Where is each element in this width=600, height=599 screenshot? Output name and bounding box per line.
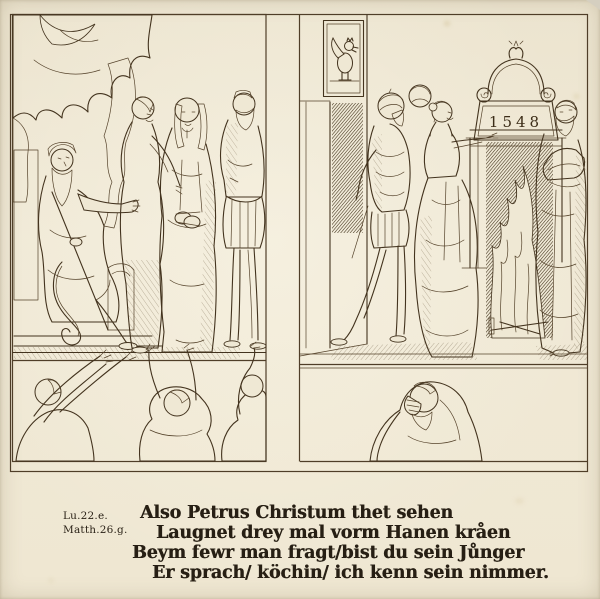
right-panel-scene — [300, 15, 587, 360]
verse-line: Er sprach/ köchin/ ich kenn sein nimmer. — [152, 563, 549, 583]
date-inscription: 1548 — [488, 113, 544, 131]
accuser-figure — [120, 97, 182, 353]
christ-figure — [160, 98, 216, 352]
elder-figure — [221, 90, 266, 349]
weeping-peter-figure — [370, 382, 482, 461]
rooster-icon — [330, 38, 359, 81]
verse-line: Laugnet drey mal vorm Hanen kråen — [156, 523, 511, 543]
high-priest-figure — [39, 142, 140, 349]
reaching-figures — [16, 342, 266, 461]
reference-matthew: Matth.26.g. — [63, 524, 128, 536]
verse-line: Also Petrus Christum thet sehen — [140, 503, 453, 523]
left-panel-scene — [13, 15, 266, 461]
verse-line: Beym fewr man fragt/bist du sein Jůnger — [132, 543, 525, 563]
verse-text — [0, 503, 549, 583]
reference-luke: Lu.22.e. — [63, 510, 108, 522]
doorway — [300, 15, 367, 356]
rooster-window — [324, 21, 364, 97]
